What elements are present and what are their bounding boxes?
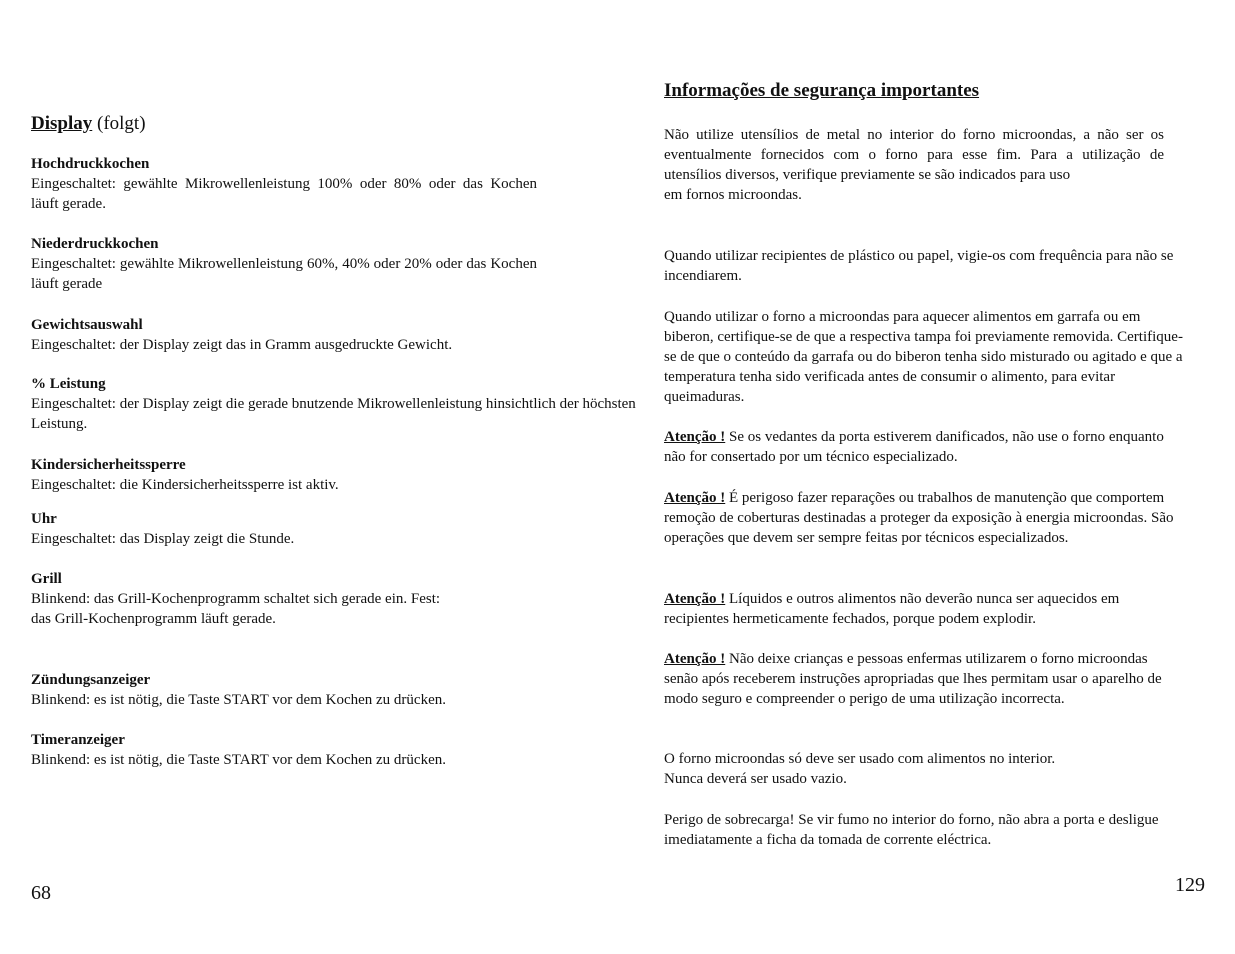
section-body: Eingeschaltet: die Kindersicherheitssperre ist aktiv.	[31, 477, 339, 493]
section-title: Zündungsanzeiger	[31, 672, 151, 688]
section-title: Uhr	[31, 511, 57, 527]
section-title: Kindersicherheitssperre	[31, 457, 186, 473]
paragraph-line: O forno microondas só deve ser usado com alimentos no interior.	[664, 751, 1056, 767]
warning-text: Líquidos e outros alimentos não deverão nunca ser aquecidos em recipientes hermeticamente fechados, porque podem explodir.	[664, 591, 1120, 627]
section-gewichtsauswahl	[31, 315, 551, 355]
warning-label: Atenção !	[664, 429, 726, 445]
page-number: 129	[1175, 874, 1205, 896]
section-title: % Leistung	[31, 376, 106, 392]
paragraph-metal-utensils	[664, 125, 1164, 205]
section-timeranzeiger	[31, 730, 551, 770]
section-uhr	[31, 509, 551, 549]
page-number: 68	[31, 882, 51, 904]
warning-repairs	[664, 488, 1184, 548]
paragraph-text: em fornos microondas.	[664, 187, 802, 203]
page-heading: Informações de segurança importantes	[664, 80, 980, 101]
paragraph-plastic-paper: Quando utilizar recipientes de plástico ou papel, vigie-os com frequência para não se incendiarem.	[664, 248, 1174, 284]
heading-title: Display	[31, 113, 93, 134]
section-title: Gewichtsauswahl	[31, 317, 143, 333]
heading-suffix: (folgt)	[97, 113, 146, 134]
paragraph-overload: Perigo de sobrecarga! Se vir fumo no interior do forno, não abra a porta e desligue imediatamente a ficha da tomada de corrente eléctrica.	[664, 812, 1159, 848]
section-leistung	[31, 374, 636, 434]
paragraph-never-empty	[664, 749, 1184, 789]
section-title: Hochdruckkochen	[31, 156, 150, 172]
warning-door-seals	[664, 427, 1184, 467]
section-body: Eingeschaltet: gewählte Mikrowellenleistung 100% oder 80% oder das Kochen läuft gerade.	[31, 176, 537, 212]
warning-text: É perigoso fazer reparações ou trabalhos de manutenção que comportem remoção de coberturas destinadas a proteger da exposição à energia microondas. São operações que devem ser sempre feitas por técnicos especializados.	[664, 490, 1174, 546]
section-body: Eingeschaltet: der Display zeigt die gerade bnutzende Mikrowellenleistung hinsichtlich der höchsten Leistung.	[31, 396, 636, 432]
paragraph-line: Nunca deverá ser usado vazio.	[664, 771, 847, 787]
paragraph-text: Não utilize utensílios de metal no interior do forno microondas, a não ser os eventualmente fornecidos com o forno para esse fim. Para a utilização de utensílios diversos, verifique previamente se são indicados para uso	[664, 127, 1164, 183]
warning-text: Se os vedantes da porta estiverem danificados, não use o forno enquanto não for consertado por um técnico especializado.	[664, 429, 1164, 465]
section-hochdruckkochen	[31, 154, 537, 214]
section-body: Blinkend: es ist nötig, die Taste START vor dem Kochen zu drücken.	[31, 752, 446, 768]
warning-sealed-containers	[664, 589, 1184, 629]
warning-label: Atenção !	[664, 651, 726, 667]
warning-text: Não deixe crianças e pessoas enfermas utilizarem o forno microondas senão após receberem instruções apropriadas que lhes permitam usar o aparelho de modo seguro e compreender o perigo de uma utilização incorrecta.	[664, 651, 1162, 707]
section-title: Grill	[31, 571, 62, 587]
section-body: Eingeschaltet: der Display zeigt das in Gramm ausgedruckte Gewicht.	[31, 337, 453, 353]
paragraph-bottle-heating: Quando utilizar o forno a microondas para aquecer alimentos em garrafa ou em biberon, certifique-se de que a respectiva tampa foi previamente removida. Certifique-se de que o conteúdo da garrafa ou do biberon tenha sido misturado ou agitado e que a temperatura tenha sido verificada antes de consumir o alimento, para evitar queimaduras.	[664, 309, 1183, 405]
section-grill	[31, 569, 551, 629]
section-body-line: Blinkend: das Grill-Kochenprogramm schaltet sich gerade ein. Fest:	[31, 591, 441, 607]
section-kindersicherheitssperre	[31, 455, 551, 495]
section-body: Eingeschaltet: das Display zeigt die Stunde.	[31, 531, 295, 547]
section-title: Timeranzeiger	[31, 732, 125, 748]
section-title: Niederdruckkochen	[31, 236, 159, 252]
section-body: Eingeschaltet: gewählte Mikrowellenleistung 60%, 40% oder 20% oder das Kochen läuft gerade	[31, 256, 537, 292]
section-heading	[31, 112, 146, 136]
section-zuendungsanzeiger	[31, 670, 551, 710]
warning-label: Atenção !	[664, 591, 726, 607]
section-body-line: das Grill-Kochenprogramm läuft gerade.	[31, 611, 276, 627]
warning-label: Atenção !	[664, 490, 726, 506]
section-niederdruckkochen	[31, 234, 537, 294]
section-body: Blinkend: es ist nötig, die Taste START vor dem Kochen zu drücken.	[31, 692, 446, 708]
warning-children	[664, 649, 1184, 709]
right-page	[617, 0, 1235, 954]
